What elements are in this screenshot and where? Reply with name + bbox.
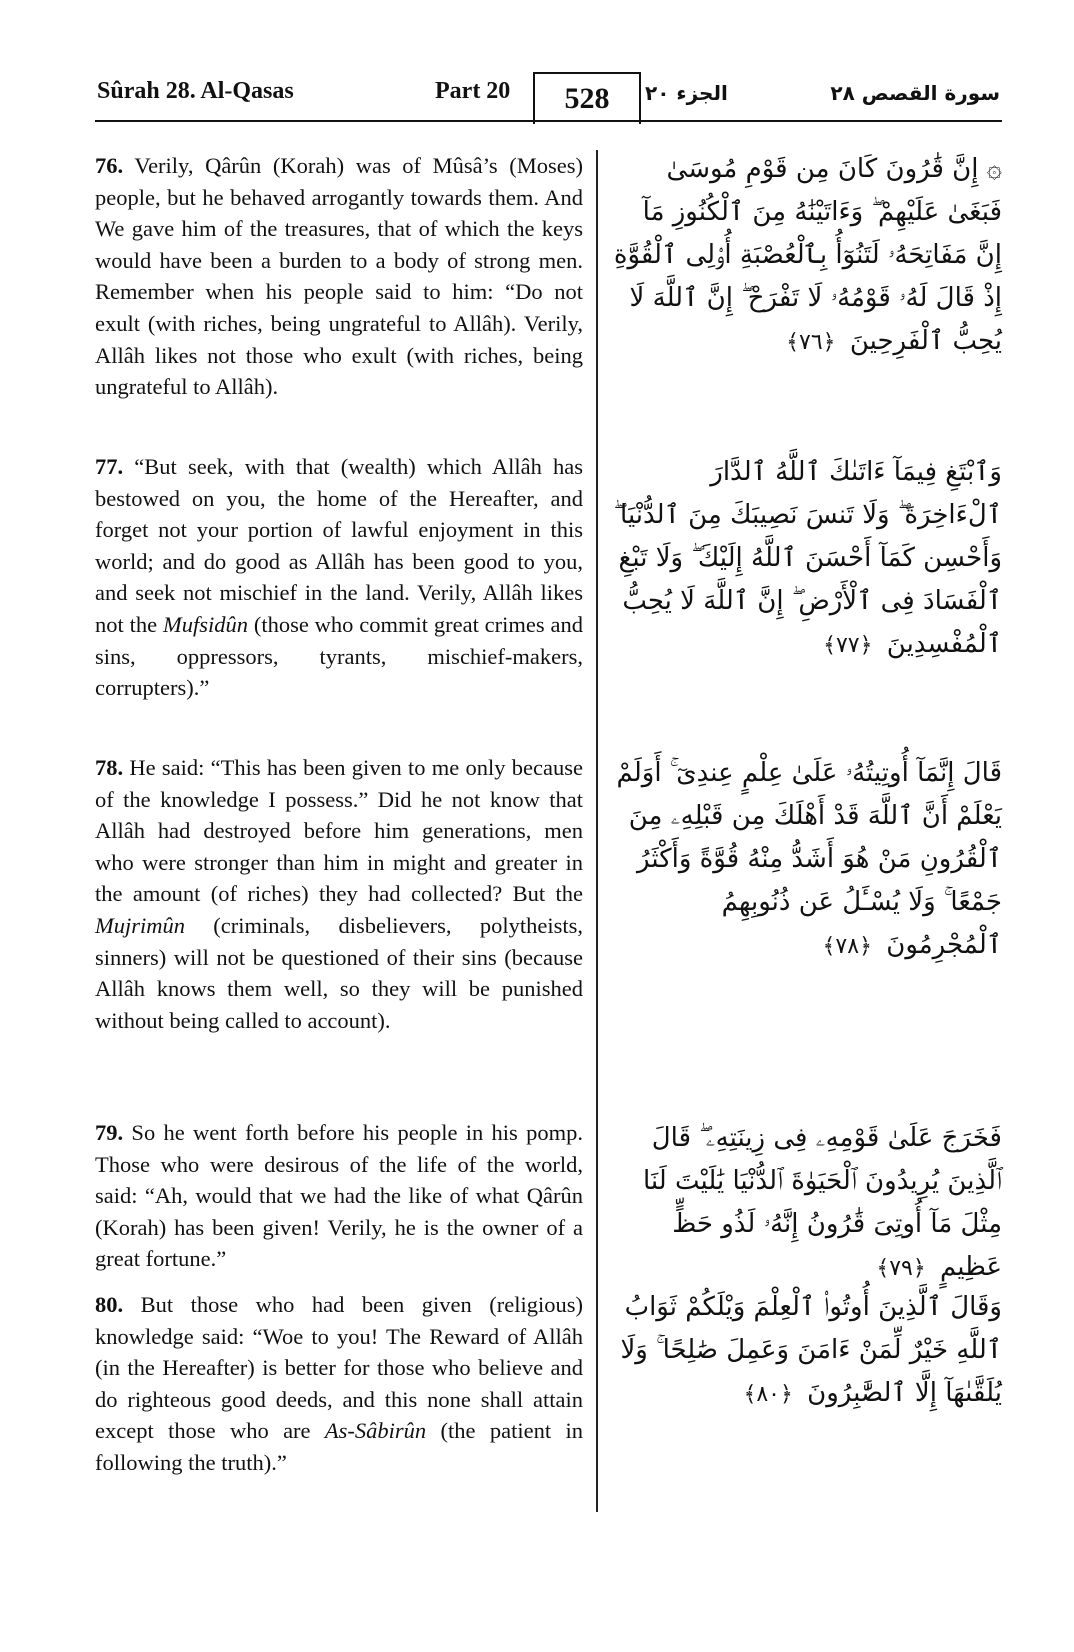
ayah-number-marker: ﴿٧٨﴾ [822, 934, 872, 959]
page-number-box [533, 72, 641, 124]
verse-number-80: 80. [95, 1292, 124, 1317]
verse-arabic-77 [610, 451, 1002, 667]
verse-translation-78 [95, 752, 583, 1036]
verse-number-76: 76. [95, 153, 124, 178]
verse-italic-term: As-Sâbirûn [324, 1418, 427, 1444]
arabic-text: ۞ إِنَّ قَٰرُونَ كَانَ مِن قَوْمِ مُوسَىٰ فَبَغَىٰ عَلَيْهِمْ ۖ وَءَاتَيْنَٰهُ مِنَ ٱلْكُنُوزِ مَآ إِنَّ مَفَاتِحَهُۥ لَتَنُوٓأُ بِٱلْعُصْبَةِ أُو۟لِى ٱلْقُوَّةِ إِذْ قَالَ لَهُۥ قَوْمُهُۥ لَا تَفْرَحْ ۖ إِنَّ ٱللَّهَ لَا يُحِبُّ ٱلْفَرِحِينَ [613, 154, 1002, 356]
ayah-number-marker: ﴿٧٦﴾ [786, 330, 836, 355]
verse-text: (the patient in following the truth).” [95, 1418, 583, 1475]
verse-translation-80 [95, 1289, 583, 1479]
arabic-text: فَخَرَجَ عَلَىٰ قَوْمِهِۦ فِى زِينَتِهِۦ ۖ قَالَ ٱلَّذِينَ يُرِيدُونَ ٱلْحَيَوٰةَ ٱلدُّنْيَا يَٰلَيْتَ لَنَا مِثْلَ مَآ أُوتِىَ قَٰرُونُ إِنَّهُۥ لَذُو حَظٍّ عَظِيمٍ [643, 1123, 1002, 1282]
column-divider [596, 150, 598, 1512]
verse-arabic-80 [610, 1286, 1002, 1416]
arabic-text: وَقَالَ ٱلَّذِينَ أُوتُوا۟ ٱلْعِلْمَ وَيْلَكُمْ ثَوَابُ ٱللَّهِ خَيْرٌ لِّمَنْ ءَامَنَ وَعَمِلَ صَٰلِحًا ۚ وَلَا يُلَقَّىٰهَآ إِلَّا ٱلصَّٰبِرُونَ [620, 1292, 1002, 1408]
surah-title-arabic: سورة القصص ٢٨ [830, 81, 1000, 105]
verse-number-79: 79. [95, 1120, 124, 1145]
verse-translation-79 [95, 1117, 583, 1275]
verse-translation-77 [95, 451, 583, 704]
verse-italic-term: Mufsidûn [162, 611, 248, 637]
page-header [95, 74, 1000, 120]
part-label-arabic: الجزء ٢٠ [645, 81, 728, 105]
verse-arabic-78 [610, 752, 1002, 968]
page-number: 528 [564, 82, 610, 115]
verse-text: Verily, Qârûn (Korah) was of Mûsâ’s (Moses) people, but he behaved arrogantly towards them. And We gave him of the treasures, that of which the keys would have been a burden to a body of strong men. Remember when his people said to him: “Do not exult (with riches, being ungrateful to Allâh). Verily, Allâh likes not those who exult (with riches, being ungrateful to Allâh). [95, 153, 583, 400]
surah-title-english: Sûrah 28. Al-Qasas [97, 78, 294, 104]
verse-text: So he went forth before his people in his pomp. Those who were desirous of the life of the world, said: “Ah, would that we had the like of what Qârûn (Korah) has been given! Verily, he is the owner of a great fortune.” [95, 1120, 583, 1272]
verse-number-78: 78. [95, 755, 124, 780]
ayah-number-marker: ﴿٧٧﴾ [823, 633, 873, 658]
header-divider [95, 120, 1002, 122]
part-label-english: Part 20 [435, 78, 511, 104]
ayah-number-marker: ﴿٧٩﴾ [876, 1256, 926, 1281]
arabic-text: وَٱبْتَغِ فِيمَآ ءَاتَىٰكَ ٱللَّهُ ٱلدَّارَ ٱلْءَاخِرَةَ ۖ وَلَا تَنسَ نَصِيبَكَ مِنَ ٱلدُّنْيَا ۖ وَأَحْسِن كَمَآ أَحْسَنَ ٱللَّهُ إِلَيْكَ ۖ وَلَا تَبْغِ ٱلْفَسَادَ فِى ٱلْأَرْضِ ۖ إِنَّ ٱللَّهَ لَا يُحِبُّ ٱلْمُفْسِدِينَ [613, 457, 1002, 659]
verse-italic-term: Mujrimûn [95, 912, 185, 938]
verse-text: (criminals, disbelievers, polytheists, sinners) will not be questioned of their sins (because Allâh knows them well, so they will be punished without being called to account). [95, 912, 583, 1033]
verse-translation-76 [95, 150, 583, 403]
verse-arabic-76 [610, 148, 1002, 364]
verse-text: “But seek, with that (wealth) which Allâh has bestowed on you, the home of the Hereafter, and forget not your portion of lawful enjoyment in this world; and do good as Allâh has been good to you, and seek not mischief in the land. Verily, Allâh likes not the [95, 454, 583, 637]
arabic-text: قَالَ إِنَّمَآ أُوتِيتُهُۥ عَلَىٰ عِلْمٍ عِندِىٓ ۚ أَوَلَمْ يَعْلَمْ أَنَّ ٱللَّهَ قَدْ أَهْلَكَ مِن قَبْلِهِۦ مِنَ ٱلْقُرُونِ مَنْ هُوَ أَشَدُّ مِنْهُ قُوَّةً وَأَكْثَرُ جَمْعًا ۚ وَلَا يُسْـَٔلُ عَن ذُنُوبِهِمُ ٱلْمُجْرِمُونَ [616, 758, 1002, 960]
verse-text: He said: “This has been given to me only because of the knowledge I possess.” Did he not know that Allâh had destroyed before him generations, men who were stronger than him in might and greater in the amount (of riches) they had collected? But the [95, 755, 583, 907]
verse-text: But those who had been given (religious) knowledge said: “Woe to you! The Reward of Allâh (in the Hereafter) is better for those who believe and do righteous good deeds, and this none shall attain except those who are [95, 1292, 583, 1444]
verse-arabic-79 [610, 1117, 1002, 1290]
verse-text: (those who commit great crimes and sins, oppressors, tyrants, mischief-makers, corrupters).” [95, 611, 583, 701]
ayah-number-marker: ﴿٨٠﴾ [743, 1382, 793, 1407]
verse-number-77: 77. [95, 454, 124, 479]
